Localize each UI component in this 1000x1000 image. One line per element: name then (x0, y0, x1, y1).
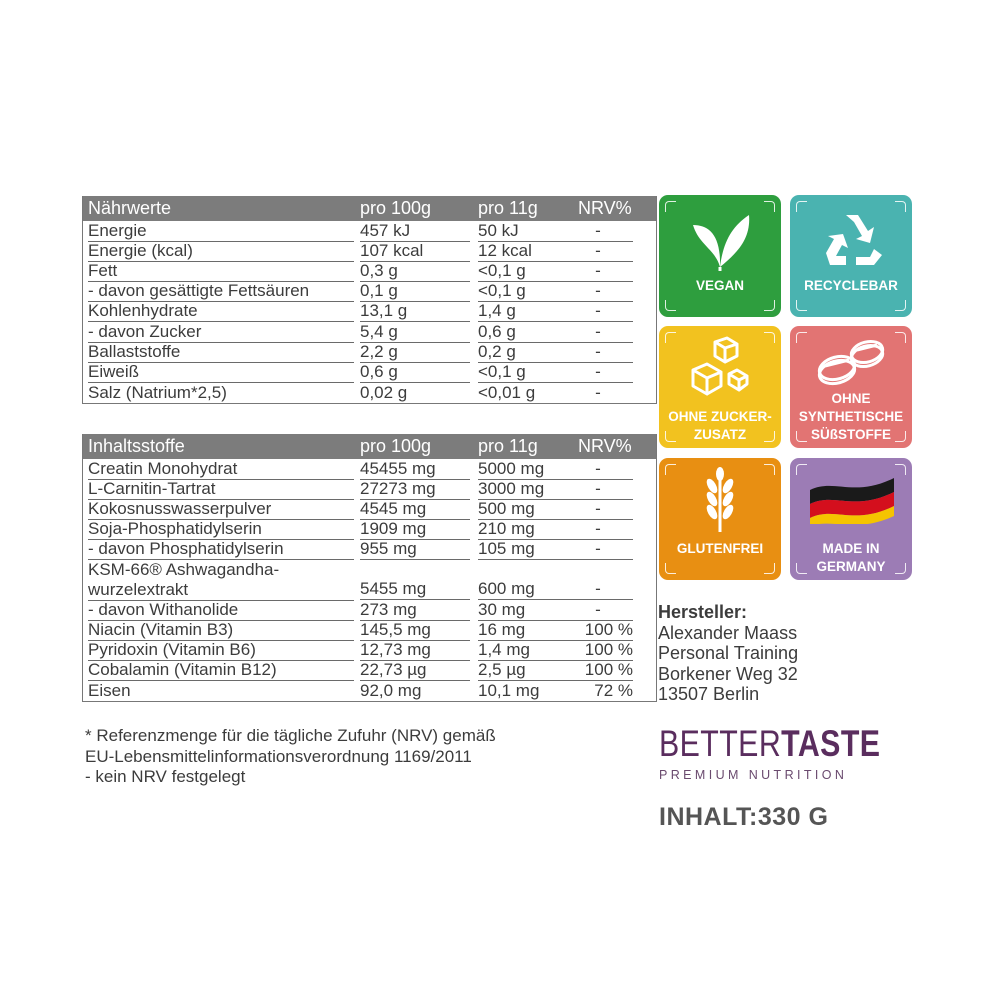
manufacturer-line: 13507 Berlin (658, 684, 760, 704)
header-per-100g: pro 100g (360, 198, 432, 218)
header-label: Nährwerte (88, 198, 172, 218)
value-nrv: - (563, 221, 633, 242)
table-row (83, 640, 656, 660)
value-per-100g: 0,02 g (360, 382, 408, 402)
badge-label-line3: SÜßSTOFFE (810, 427, 891, 442)
value-nrv: - (563, 362, 633, 383)
badge-label-line2: SYNTHETISCHE (798, 409, 904, 424)
table-row (83, 499, 656, 519)
value-nrv: 100 % (573, 620, 633, 641)
manufacturer-block (658, 602, 798, 705)
value-per-11g: 0,2 g (478, 342, 578, 363)
value-per-11g: 5000 mg (478, 459, 578, 480)
row-label: - davon Zucker (88, 322, 354, 343)
value-per-11g: 30 mg (478, 600, 578, 621)
german-flag-icon (804, 470, 900, 524)
value-per-100g: 12,73 mg (360, 640, 470, 661)
row-label: Kokosnusswasserpulver (88, 499, 354, 520)
value-per-100g: 145,5 mg (360, 620, 470, 641)
badge-gluten-free (659, 458, 781, 580)
table-row (83, 241, 656, 261)
brand-subtitle: PREMIUM NUTRITION (659, 768, 848, 782)
value-nrv: - (563, 322, 633, 343)
badge-no-synthetic-sweeteners (790, 326, 912, 448)
row-label: - davon gesättigte Fettsäuren (88, 281, 354, 302)
value-per-100g: 457 kJ (360, 221, 470, 242)
row-label: Salz (Natrium*2,5) (88, 382, 227, 402)
table-row (83, 661, 656, 681)
value-per-100g: 0,6 g (360, 362, 470, 383)
nutrition-table (82, 196, 657, 404)
table-row (83, 620, 656, 640)
value-per-11g: <0,01 g (478, 382, 536, 402)
value-per-100g: 2,2 g (360, 342, 470, 363)
content-label: INHALT:330 G (659, 803, 829, 831)
footnote-line: * Referenzmenge für die tägliche Zufuhr (NRV) gemäß (85, 726, 496, 745)
value-per-11g: 0,6 g (478, 322, 578, 343)
row-label: Eisen (88, 680, 131, 700)
value-nrv: - (595, 382, 601, 402)
manufacturer-line: Borkener Weg 32 (658, 663, 798, 684)
value-per-100g: 13,1 g (360, 301, 470, 322)
row-label (88, 560, 354, 601)
manufacturer-line: Personal Training (658, 643, 799, 663)
value-per-100g: 22,73 µg (360, 660, 470, 681)
nutrition-table-header (83, 196, 656, 221)
value-per-11g: 3000 mg (478, 479, 578, 500)
leaf-icon (685, 209, 755, 271)
badge-no-added-sugar (659, 326, 781, 448)
value-nrv: - (563, 539, 633, 560)
brand-logo (659, 722, 929, 782)
value-per-100g: 0,3 g (360, 261, 470, 282)
row-label-line1: KSM-66® Ashwagandha- (88, 559, 280, 579)
manufacturer-title: Hersteller: (658, 602, 748, 622)
badge-label-line1: OHNE (831, 391, 871, 406)
table-row (83, 282, 656, 302)
row-label: Cobalamin (Vitamin B12) (88, 660, 354, 681)
value-per-11g: <0,1 g (478, 281, 578, 302)
value-per-11g: 500 mg (478, 499, 578, 520)
value-per-11g: 12 kcal (478, 241, 578, 262)
value-nrv: - (563, 579, 633, 600)
table-row (83, 362, 656, 382)
table-row (83, 261, 656, 281)
value-nrv: 72 % (594, 680, 633, 700)
value-nrv: 100 % (573, 660, 633, 681)
table-row (83, 560, 656, 600)
value-per-100g: 273 mg (360, 600, 470, 621)
value-per-100g: 92,0 mg (360, 680, 422, 700)
value-nrv: - (563, 342, 633, 363)
badge-label: VEGAN (695, 278, 744, 293)
badge-label-line2: GERMANY (816, 559, 886, 574)
value-nrv: 100 % (573, 640, 633, 661)
row-label: Ballaststoffe (88, 342, 354, 363)
value-per-100g: 4545 mg (360, 499, 470, 520)
badge-label-line1: OHNE ZUCKER- (668, 409, 772, 424)
recycle-icon (816, 209, 886, 271)
table-row (83, 540, 656, 560)
table-row (83, 681, 656, 701)
value-per-11g: 1,4 mg (478, 640, 578, 661)
value-per-11g: 10,1 mg (478, 680, 540, 700)
brand-name-part2: TASTE (781, 723, 881, 764)
value-nrv: - (563, 459, 633, 480)
value-per-11g: 2,5 µg (478, 660, 578, 681)
ingredients-table (82, 434, 657, 702)
row-label: Kohlenhydrate (88, 301, 354, 322)
footnote-line: - kein NRV festgelegt (85, 767, 246, 786)
table-row (83, 342, 656, 362)
sweetener-tablet-icon (811, 336, 891, 392)
badge-label: GLUTENFREI (676, 541, 764, 556)
value-nrv: - (563, 281, 633, 302)
footnotes (85, 726, 496, 788)
row-label: Soja-Phosphatidylserin (88, 519, 354, 540)
value-per-11g: 210 mg (478, 519, 578, 540)
row-label: Energie (88, 221, 354, 242)
value-per-100g: 0,1 g (360, 281, 470, 302)
header-nrv: NRV% (578, 436, 632, 456)
table-row (83, 520, 656, 540)
row-label: Energie (kcal) (88, 241, 354, 262)
row-label: Eiweiß (88, 362, 354, 383)
badge-label: RECYCLEBAR (804, 278, 898, 293)
value-per-100g: 5455 mg (360, 579, 470, 600)
value-per-11g: 600 mg (478, 579, 578, 600)
table-row (83, 459, 656, 479)
table-row (83, 221, 656, 241)
value-nrv: - (563, 600, 633, 621)
table-row (83, 600, 656, 620)
value-per-100g: 955 mg (360, 539, 470, 560)
row-label-line2: wurzelextrakt (88, 579, 189, 599)
value-per-11g: 105 mg (478, 539, 578, 560)
badge-made-in-germany (790, 458, 912, 580)
brand-name-part1: BETTER (659, 723, 782, 764)
badge-recyclable (790, 195, 912, 317)
badge-vegan (659, 195, 781, 317)
value-per-100g: 5,4 g (360, 322, 470, 343)
row-label: - davon Phosphatidylserin (88, 539, 354, 560)
manufacturer-line: Alexander Maass (658, 622, 798, 643)
table-row (83, 479, 656, 499)
value-per-11g: <0,1 g (478, 362, 578, 383)
row-label: Creatin Monohydrat (88, 459, 354, 480)
row-label: Niacin (Vitamin B3) (88, 620, 354, 641)
value-nrv: - (563, 261, 633, 282)
sugar-cube-icon (685, 336, 755, 398)
value-per-11g: 50 kJ (478, 221, 578, 242)
wheat-icon (695, 466, 745, 532)
value-nrv: - (563, 499, 633, 520)
header-per-11g: pro 11g (478, 198, 538, 218)
brand-name (659, 722, 880, 766)
value-per-11g: <0,1 g (478, 261, 578, 282)
value-per-11g: 1,4 g (478, 301, 578, 322)
value-nrv: - (563, 241, 633, 262)
value-nrv: - (563, 519, 633, 540)
badge-label-line2: ZUSATZ (693, 427, 747, 442)
table-row (83, 322, 656, 342)
table-row (83, 383, 656, 403)
value-per-11g: 16 mg (478, 620, 578, 641)
value-nrv: - (563, 301, 633, 322)
row-label: Pyridoxin (Vitamin B6) (88, 640, 354, 661)
value-per-100g: 107 kcal (360, 241, 470, 262)
footnote-line: EU-Lebensmittelinformationsverordnung 1169/2011 (85, 746, 472, 766)
ingredients-table-header (83, 434, 656, 459)
value-per-100g: 27273 mg (360, 479, 470, 500)
row-label: - davon Withanolide (88, 600, 354, 621)
badge-label-line1: MADE IN (822, 541, 880, 556)
value-per-100g: 45455 mg (360, 459, 470, 480)
header-per-11g: pro 11g (478, 436, 538, 456)
row-label: Fett (88, 261, 354, 282)
table-row (83, 302, 656, 322)
header-label: Inhaltsstoffe (88, 436, 185, 456)
header-per-100g: pro 100g (360, 436, 432, 456)
value-per-100g: 1909 mg (360, 519, 470, 540)
row-label: L-Carnitin-Tartrat (88, 479, 354, 500)
value-nrv: - (563, 479, 633, 500)
header-nrv: NRV% (578, 198, 632, 218)
